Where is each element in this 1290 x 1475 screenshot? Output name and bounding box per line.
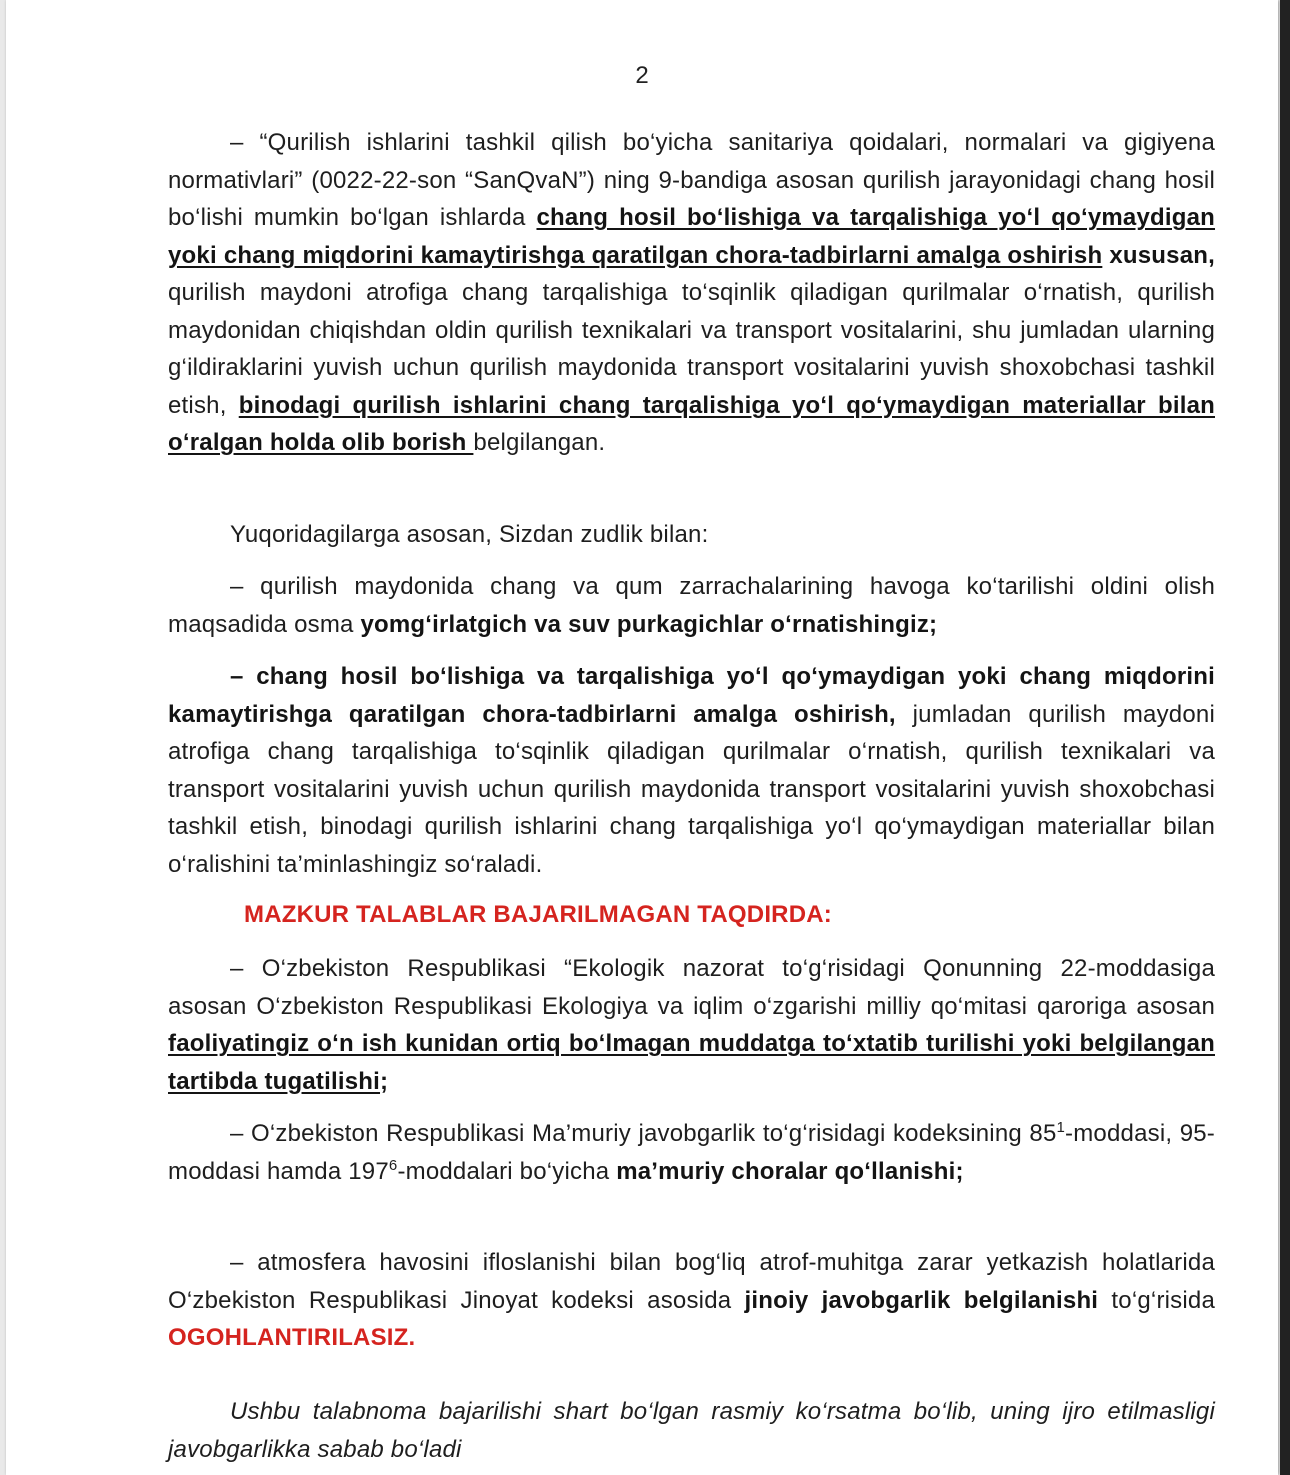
text: – O‘zbekiston Respublikasi Ma’muriy javobgarlik to‘g‘risidagi kodeksining 85 <box>230 1120 1057 1147</box>
superscript: 6 <box>388 1156 398 1174</box>
paragraph-request-sprinklers <box>168 568 1215 643</box>
bold-text: yomg‘irlatgich va suv purkagichlar o‘rnatishingiz; <box>360 610 938 638</box>
text: – atmosfera havosini ifloslanishi bilan bog‘liq atrof-muhitga zarar yetkazish holatlarida O‘zbekiston Respublikasi Jinoyat kodeksi asosida <box>168 1249 1215 1314</box>
text: to‘g‘risida <box>1098 1286 1215 1314</box>
paragraph-administrative <box>168 1115 1215 1190</box>
bold-text: jinoiy javobgarlik belgilanishi <box>744 1286 1099 1314</box>
bold-text: xususan, <box>1102 241 1215 269</box>
text: – qurilish maydonida chang va qum zarrachalarining havoga ko‘tarilishi oldini olish maqsadida osma <box>168 573 1215 638</box>
bold-text: ma’muriy choralar qo‘llanishi; <box>616 1157 964 1185</box>
text: jumladan qurilish maydoni atrofiga chang tarqalishiga to‘sqinlik qiladigan qurilmalar o‘rnatish, qurilish texnikalari va transport vositalarini yuvish uchun qurilish maydonida transport vositalarini yuvish shoxobchasi tashkil etish, binodagi qurilish ishlarini chang tarqalishiga yo‘l qo‘ymaydigan materiallar bilan o‘ralishini ta’minlashingiz so‘raladi. <box>168 700 1215 878</box>
screen-edge <box>1280 0 1290 1475</box>
paragraph-request-dust-measures <box>168 658 1215 883</box>
bold-underlined-text: binodagi qurilish ishlarini chang tarqalishiga yo‘l qo‘ymaydigan materiallar bilan o‘ralgan holda olib borish <box>168 391 1215 456</box>
paragraph-suspension <box>168 950 1215 1100</box>
warning-text: OGOHLANTIRILASIZ. <box>168 1324 416 1351</box>
warning-heading: MAZKUR TALABLAR BAJARILMAGAN TAQDIRDA: <box>244 901 832 928</box>
bold-text: – chang hosil bo‘lishiga va tarqalishiga yo‘l qo‘ymaydigan yoki chang miqdorini kamaytirishga qaratilgan chora-tadbirlarni amalga oshirish, <box>168 663 1215 728</box>
paragraph-criminal <box>168 1244 1215 1357</box>
text: -moddalari bo‘yicha <box>397 1157 617 1185</box>
text: – O‘zbekiston Respublikasi “Ekologik nazorat to‘g‘risidagi Qonunning 22-moddasiga asosan O‘zbekiston Respublikasi Ekologiya va iqlim o‘zgarishi milliy qo‘mitasi qaroriga asosan <box>168 955 1215 1020</box>
paragraph-request-intro: Yuqoridagilarga asosan, Sizdan zudlik bilan: <box>230 521 709 548</box>
text: -moddasi, 95-moddasi hamda 197 <box>168 1120 1215 1185</box>
paragraph-closing-italic: Ushbu talabnoma bajarilishi shart bo‘lgan rasmiy ko‘rsatma bo‘lib, uning ijro etilmasligi javobgarlikka sabab bo‘ladi <box>168 1398 1215 1463</box>
document-page <box>6 0 1278 1475</box>
text: belgilangan. <box>473 429 606 456</box>
page-number: 2 <box>635 62 649 89</box>
paragraph-sanqvan <box>168 124 1215 462</box>
text: qurilish maydoni atrofiga chang tarqalishiga to‘sqinlik qiladigan qurilmalar o‘rnatish, qurilish maydonidan chiqishdan oldin qurilish texnikalari va transport vositalarini, shu jumladan ularning g‘ildiraklarini yuvish uchun qurilish maydonida transport vositalarini yuvish shoxobchasi tashkil etish, <box>168 279 1215 419</box>
bold-underlined-text: faoliyatingiz o‘n ish kunidan ortiq bo‘lmagan muddatga to‘xtatib turilishi yoki belgilangan tartibda tugatilishi <box>168 1030 1215 1095</box>
superscript: 1 <box>1056 1119 1066 1136</box>
bold-text: ; <box>380 1067 389 1095</box>
bold-underlined-text: chang hosil bo‘lishiga va tarqalishiga yo‘l qo‘ymaydigan yoki chang miqdorini kamaytirishga qaratilgan chora-tadbirlarni amalga oshirish <box>168 204 1216 269</box>
text: – “Qurilish ishlarini tashkil qilish bo‘yicha sanitariya qoidalari, normalari va gigiyena normativlari” (0022-22-son “SanQvaN”) ning 9-bandiga asosan qurilish jarayonidagi chang hosil bo‘lishi mumkin bo‘lgan ishlarda <box>168 129 1215 231</box>
